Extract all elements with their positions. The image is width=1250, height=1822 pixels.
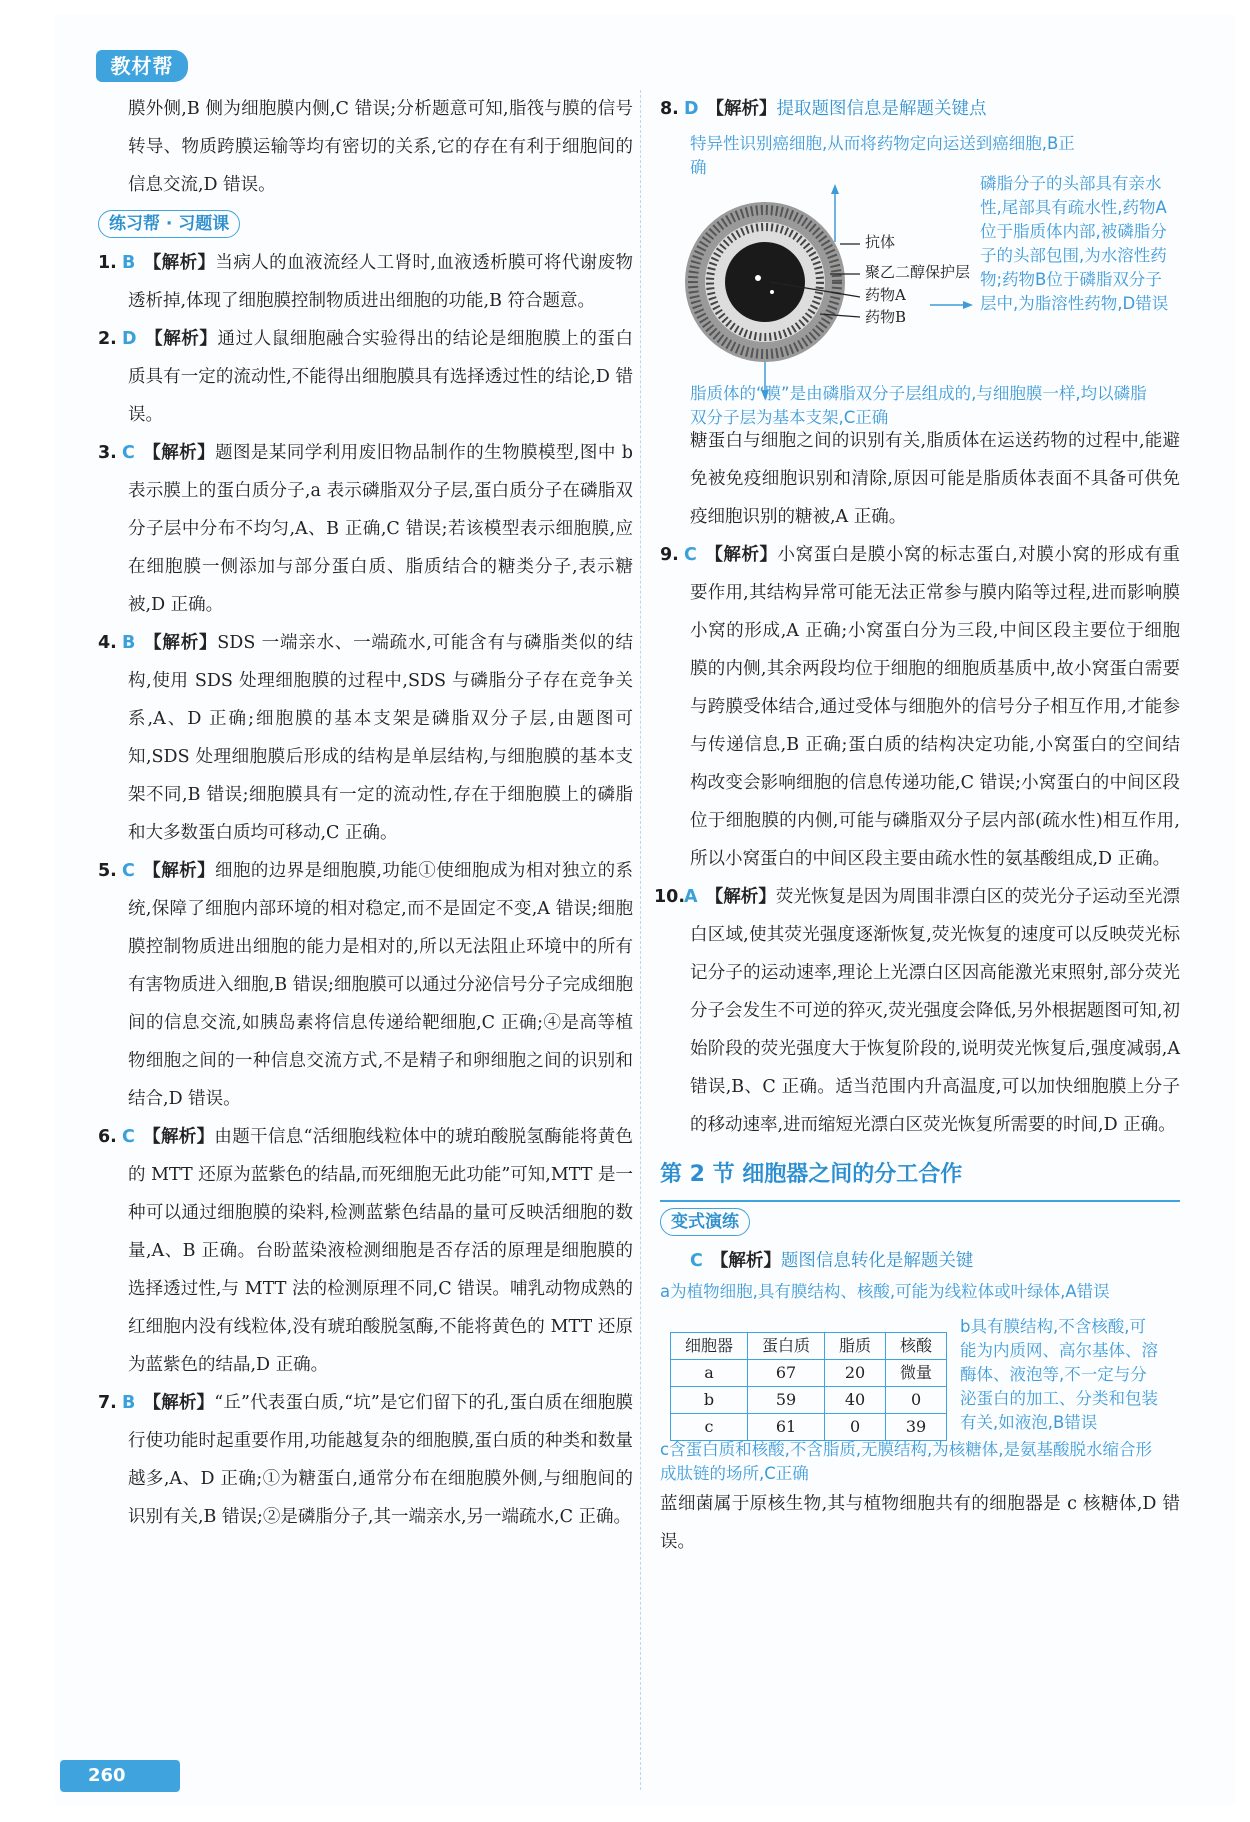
right-column bbox=[654, 90, 1181, 1561]
table-cell: c bbox=[671, 1414, 748, 1441]
answer-10: 10.A 【解析】荧光恢复是因为周围非漂白区的荧光分子运动至光漂白区域,使其荧光强度逐渐恢复,荧光恢复的速度可以反映荧光标记分子的运动速率,理论上光漂白区因高能激光束照射,部分荧光分子会发生不可逆的猝灭,荧光强度会降低,另外根据题图可知,初始阶段的荧光强度大于恢复阶段的,说明荧光恢复后,强度减弱,A 错误,B、C 正确。适当范围内升高温度,可以加快细胞膜上分子的移动速率,进而缩短光漂白区荧光恢复所需要的时间,D 正确。 bbox=[654, 887, 1181, 1135]
table-cell: b bbox=[671, 1387, 748, 1414]
brand-logo: 教材帮 bbox=[96, 50, 188, 82]
answer-8-text: 糖蛋白与细胞之间的识别有关,脂质体在运送药物的过程中,能避免被免疫细胞识别和清除,原因可能是脂质体表面不具备可供免疫细胞识别的糖被,A 正确。 bbox=[690, 431, 1180, 527]
table-cell: 微量 bbox=[886, 1360, 947, 1387]
header-cell: 蛋白质 bbox=[748, 1333, 825, 1360]
table-cell: a bbox=[671, 1360, 748, 1387]
table-row bbox=[671, 1387, 947, 1414]
organelle-figure bbox=[660, 1280, 1180, 1485]
answer-9: 9. C 【解析】小窝蛋白是膜小窝的标志蛋白,对膜小窝的形成有重要作用,其结构异常可能无法正常参与膜内陷等过程,进而影响膜小窝的形成,A 正确;小窝蛋白分为三段,中间区段主要位于细胞膜的内侧,其余两段均位于细胞的细胞质基质中,故小窝蛋白需要与跨膜受体结合,通过受体与细胞外的信号分子相互作用,才能参与传递信息,B 正确;蛋白质的结构决定功能,小窝蛋白的空间结构改变会影响细胞的信息传递功能,C 错误;小窝蛋白的中间区段位于细胞膜的内侧,可能与磷脂双分子层内部(疏水性)相互作用,所以小窝蛋白的中间区段主要由疏水性的氨基酸组成,D 正确。 bbox=[660, 545, 1180, 869]
answer-7: 7. B 【解析】“丘”代表蛋白质,“坑”是它们留下的孔,蛋白质在细胞膜行使功能时起重要作用,功能越复杂的细胞膜,蛋白质的种类和数量越多,A、D 正确;①为糖蛋白,通常分布在细胞膜外侧,与细胞间的识别有关,B 错误;②是磷脂分子,其一端亲水,另一端疏水,C 正确。 bbox=[98, 1393, 633, 1527]
table-note-a: a为植物细胞,具有膜结构、核酸,可能为线粒体或叶绿体,A错误 bbox=[660, 1282, 1110, 1301]
answer-8-header: 8. D 【解析】提取题图信息是解题关键点 bbox=[660, 99, 987, 119]
intro-text: 膜外侧,B 侧为细胞膜内侧,C 错误;分析题意可知,脂筏与膜的信号转导、物质跨膜运输等均有密切的关系,它的存在有利于细胞间的信息交流,D 错误。 bbox=[128, 99, 633, 195]
table-cell: 61 bbox=[748, 1414, 825, 1441]
table-cell: 0 bbox=[825, 1414, 886, 1441]
section-pill-variant[interactable]: 变式演练 bbox=[660, 1208, 750, 1236]
label-antibody: 抗体 bbox=[865, 233, 896, 251]
page-number: 260 bbox=[60, 1760, 180, 1792]
table-note-c: c含蛋白质和核酸,不含脂质,无膜结构,为核糖体,是氨基酸脱水缩合形成肽链的场所,C正确 bbox=[660, 1440, 1153, 1483]
table-cell: 40 bbox=[825, 1387, 886, 1414]
variant-conclusion: 蓝细菌属于原核生物,其与植物细胞共有的细胞器是 c 核糖体,D 错误。 bbox=[660, 1494, 1180, 1552]
table-header-row bbox=[671, 1333, 947, 1360]
answer-2: 2. D 【解析】通过人鼠细胞融合实验得出的结论是细胞膜上的蛋白质具有一定的流动性,不能得出细胞膜具有选择透过性的结论,D 错误。 bbox=[98, 329, 634, 425]
table-cell: 20 bbox=[825, 1360, 886, 1387]
figure-top-note: 特异性识别癌细胞,从而将药物定向运送到癌细胞,B正确 bbox=[690, 134, 1075, 177]
label-peg-layer: 聚乙二醇保护层 bbox=[865, 263, 971, 281]
left-column bbox=[98, 90, 633, 1536]
variant-answer-header: C 【解析】题图信息转化是解题关键 bbox=[690, 1251, 974, 1271]
table-cell: 0 bbox=[886, 1387, 947, 1414]
table-row bbox=[671, 1360, 947, 1387]
answer-1: 1. B 【解析】当病人的血液流经人工肾时,血液透析膜可将代谢废物透析掉,体现了细胞膜控制物质进出细胞的功能,B 符合题意。 bbox=[98, 253, 634, 311]
label-drug-b: 药物B bbox=[865, 308, 907, 326]
column-divider bbox=[640, 90, 641, 1790]
section-pill-practice[interactable]: 练习帮 · 习题课 bbox=[98, 210, 240, 238]
table-note-b: b具有膜结构,不含核酸,可能为内质网、高尔基体、溶酶体、液泡等,不一定与分泌蛋白的加工、分类和包装有关,如液泡,B错误 bbox=[960, 1317, 1158, 1432]
table-row bbox=[671, 1414, 947, 1441]
organelle-table bbox=[670, 1332, 947, 1441]
section-title: 第 2 节 细胞器之间的分工合作 bbox=[660, 1156, 1180, 1202]
table-cell: 67 bbox=[748, 1360, 825, 1387]
table-cell: 59 bbox=[748, 1387, 825, 1414]
header-cell: 脂质 bbox=[825, 1333, 886, 1360]
answer-4: 4. B 【解析】SDS 一端亲水、一端疏水,可能含有与磷脂类似的结构,使用 SDS 处理细胞膜的过程中,SDS 与磷脂分子存在竞争关系,A、D 正确;细胞膜的基本支架是磷脂双分子层,由题图可知,SDS 处理细胞膜后形成的结构是单层结构,与细胞膜的基本支架不同,B 错误;细胞膜具有一定的流动性,存在于细胞膜上的磷脂和大多数蛋白质均可移动,C 正确。 bbox=[98, 633, 633, 843]
answer-5: 5. C 【解析】细胞的边界是细胞膜,功能①使细胞成为相对独立的系统,保障了细胞内部环境的相对稳定,而不是固定不变,A 错误;细胞膜控制物质进出细胞的能力是相对的,所以无法阻止环境中的所有有害物质进入细胞,B 错误;细胞膜可以通过分泌信号分子完成细胞间的信息交流,如胰岛素将信息传递给靶细胞,C 正确;④是高等植物细胞之间的一种信息交流方式,不是精子和卵细胞之间的识别和结合,D 错误。 bbox=[98, 861, 634, 1109]
header-cell: 细胞器 bbox=[671, 1333, 748, 1360]
figure-side-note: 磷脂分子的头部具有亲水性,尾部具有疏水性,药物A位于脂质体内部,被磷脂分子的头部包围,为水溶性药物;药物B位于磷脂双分子层中,为脂溶性药物,D错误 bbox=[980, 174, 1169, 313]
answer-3: 3. C 【解析】题图是某同学利用废旧物品制作的生物膜模型,图中 b 表示膜上的蛋白质分子,a 表示磷脂双分子层,蛋白质分子在磷脂双分子层中分布不均匀,A、B 正确,C 错误;若该模型表示细胞膜,应在细胞膜一侧添加与部分蛋白质、脂质结合的糖类分子,表示糖被,D 正确。 bbox=[98, 443, 634, 615]
answer-6: 6. C 【解析】由题干信息“活细胞线粒体中的琥珀酸脱氢酶能将黄色的 MTT 还原为蓝紫色的结晶,而死细胞无此功能”可知,MTT 是一种可以通过细胞膜的染料,检测蓝紫色结晶的量可反映活细胞的数量,A、B 正确。台盼蓝染液检测细胞是否存活的原理是细胞膜的选择透过性,与 MTT 法的检测原理不同,C 错误。哺乳动物成熟的红细胞内没有线粒体,没有琥珀酸脱氢酶,不能将黄色的 MTT 还原为蓝紫色的结晶,D 正确。 bbox=[98, 1127, 634, 1375]
header-cell: 核酸 bbox=[886, 1333, 947, 1360]
table-cell: 39 bbox=[886, 1414, 947, 1441]
figure-bottom-note: 脂质体的“膜”是由磷脂双分子层组成的,与细胞膜一样,均以磷脂双分子层为基本支架,C正确 bbox=[690, 384, 1147, 427]
label-drug-a: 药物A bbox=[865, 286, 906, 304]
liposome-figure bbox=[660, 132, 1180, 427]
